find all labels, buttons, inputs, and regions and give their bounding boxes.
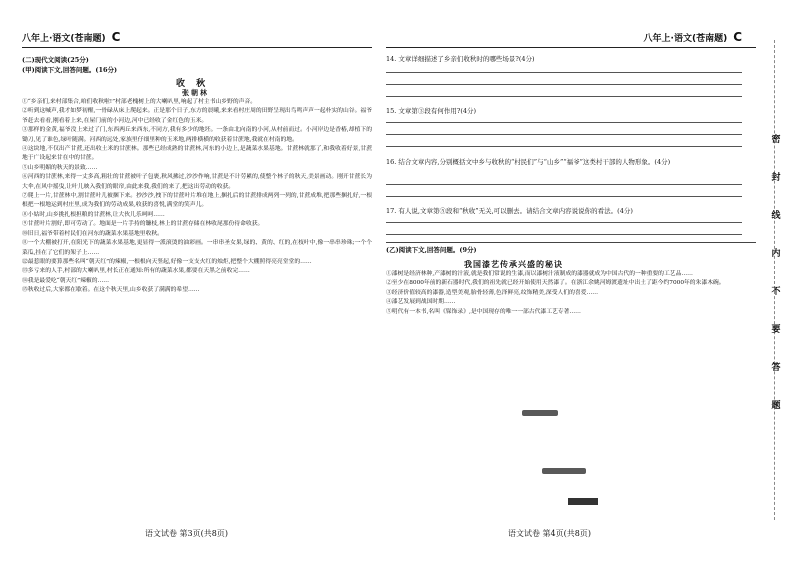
redaction-mark [568, 498, 598, 505]
header-title: 八年上·语文(苍南题) [22, 34, 106, 44]
paragraph: ⑫最惹眼的要算那些名叫“朝天红”的辣椒,一根根向天竖起,好像一支支火红的烛炬,把整个大棚照得亮亮堂堂的…… [22, 258, 312, 265]
answer-line[interactable] [386, 146, 742, 147]
side-label: 答 [771, 363, 781, 373]
essay-author: 张朝林 [182, 88, 209, 97]
question-17: 17. 有人说,文章第⑤段和“秋收”无关,可以删去。请结合文章内容说说你的看法。(4分) [386, 207, 633, 215]
answer-line[interactable] [386, 122, 742, 123]
right-page [382, 0, 794, 561]
paragraph: ③经济价值较高的漆器,造型美观,胎骨轻薄,色泽鲜亮,纹饰精美,深受人们的喜爱…… [386, 289, 599, 296]
part-label: (甲)阅读下文,回答问题。(16分) [22, 66, 118, 74]
paragraph: ⑭我是最爱吃“朝天红”辣椒的…… [22, 277, 110, 284]
header-letter: C [111, 30, 121, 44]
header-title: 八年上·语文(苍南题) [643, 34, 728, 44]
answer-line[interactable] [386, 96, 742, 97]
section-label: (二)现代文阅读(25分) [22, 56, 89, 64]
essay-body [386, 270, 750, 518]
answer-line[interactable] [386, 134, 742, 135]
paragraph: ⑨甘蔗叶片割好,即可劳动了。地面是一片手持的镰枝,林上的甘蔗存储在林收尾那份待命收获。 [22, 221, 264, 228]
answer-line[interactable] [386, 196, 742, 197]
paragraph: ⑬多亏来的人手,村部的大喇叭里,村长正在通知:所有的蔬菜水果,都要在天黑之前收完…… [22, 268, 250, 275]
essay-body [22, 98, 372, 516]
paragraph: ②听到这喊声,我才如梦初醒,一骨碌从床上爬起来。正是那个日子,东方的晨曦,来来看村庄周的田野呈现出鸟鸣声声一起朴实的山谷。福爷爷赶去看看,刚看着上来,在屋门前的小河边,河中已经收了金红色的玉米。 [22, 108, 372, 124]
side-label: 线 [771, 211, 781, 221]
paragraph: ⑩旧日,福爷带着村民们在河东的蔬菜水果基地里收秋。 [22, 230, 163, 237]
paragraph: ⑮秋收过后,大家都在歇着。在这个秋天里,山乡收获了满满的希望…… [22, 287, 200, 294]
right-header [582, 30, 742, 44]
binding-line [774, 40, 775, 520]
essay-title: 我国漆艺传承兴盛的秘诀 [464, 259, 563, 269]
header-rule [22, 47, 372, 48]
header-letter: C [733, 30, 742, 44]
answer-line[interactable] [386, 222, 742, 223]
side-label: 不 [771, 287, 781, 297]
side-label: 要 [771, 325, 781, 335]
paragraph: ⑤明代有一本书,名叫《髹饰录》,是中国现存的唯一一部古代漆工艺专著…… [386, 308, 581, 315]
side-label: 封 [771, 173, 781, 183]
answer-line[interactable] [386, 184, 742, 185]
side-label: 内 [771, 249, 781, 259]
handwritten-mark [542, 468, 586, 474]
handwritten-mark [522, 410, 558, 416]
side-label: 题 [771, 401, 781, 411]
left-footer: 语文试卷 第3页(共8页) [145, 529, 228, 538]
paragraph: ①漆树是经济林种,产漆树的汁液,就是我们常说的生漆,而以漆树汁液制成的漆器就成为中国古代的一种重要的工艺品…… [386, 271, 693, 277]
question-16: 16. 结合文章内容,分别概括文中乡与收秋的“村民们”与“山乡”“福爷”这类村干部的人物形象。(4分) [386, 158, 671, 166]
paragraph: ⑥河西的甘蔗林,来得一丈多高,粗壮的甘蔗被叶子包裹,秋风拂过,沙沙作响,甘蔗是不计劳累的,使整个林子的秋天,美景画动。刚开甘蔗长为大伞,在风中摇曳,让叶儿映入我们的眼帘,由此来我,我们的来了,把这出劳动的收获。 [22, 174, 372, 190]
side-label: 密 [771, 135, 781, 145]
part-label: (乙)阅读下文,回答问题。(9分) [386, 246, 477, 254]
answer-line[interactable] [386, 84, 742, 85]
left-page [0, 0, 378, 561]
paragraph: ③那样的金黄,福爷没上来过了门,东西两丘来西东,不同方,我有多少的地坯。一条由北向南的小河,从村前而过。小河岸边是香椿,却植下的锄刀,见了谁色,绿叶随满。河西的远处,家族里仔细里种的玉米地,两排横横的收获着甘蔗地,我就在村南的地。 [22, 127, 372, 143]
paragraph: ④这块地,不仅出产甘蔗,还出收土米的甘蔗林。那些已经成熟的甘蔗林,河东的小边上,是蔬菜水果基地。甘蔗林就那了,和我收着好景,甘蔗地于广设起来甘在中的甘蔗。 [22, 146, 372, 162]
paragraph: ④漆艺发展到战国时期…… [386, 299, 456, 306]
answer-line[interactable] [386, 234, 742, 235]
answer-line[interactable] [386, 72, 742, 73]
paragraph: ⑪一个大棚被打开,在阳光下的蔬菜水果基地,更显得一派滚烫的油彩画。一串串圣女果,绿的、黄的、红的,在枝叶中,像一串串珍珠;一个个菜瓜,挂在了它们的架子上…… [22, 240, 372, 256]
paragraph: ⑦爬上一片,甘蔗林中,割甘蔗叶儿被捆下来。抄沙沙,拽下的甘蔗叶片堆在地上,捆扎后的甘蔗排成两列一列的,甘蔗成堆,把那些捆扎好,一根根把一根地运到村庄里,成为我们的劳动成果,收获的喜悦,满堂的笑声儿。 [22, 193, 372, 209]
question-14: 14. 文章详细描述了乡亲们收秋时的哪些场景?(4分) [386, 55, 535, 63]
paragraph: ②至少在8000年前的新石器时代,我们的祖先就已经开始使用天然漆了。在浙江余姚河姆渡遗址中出土了距今约7000年的朱漆木碗。 [386, 280, 725, 287]
essay-title: 收 秋 [176, 79, 210, 89]
paragraph: ⑧小姑时,山乡挑扎根担粮的甘蔗林,让大伙儿乐呵呵…… [22, 211, 165, 218]
paragraph: ⑤山乡明媚的秋天的景致…… [22, 164, 98, 171]
paragraph: ①“乡亲们,来村部集合,咱们收秋啦!”村部老槐树上的大喇叭里,响起了村主书山乡野的声音。 [22, 99, 257, 105]
question-15: 15. 文章第③段有何作用?(4分) [386, 107, 477, 115]
left-header [22, 30, 120, 44]
right-footer: 语文试卷 第4页(共8页) [508, 529, 591, 538]
section-divider [386, 242, 756, 243]
header-rule [386, 47, 756, 48]
